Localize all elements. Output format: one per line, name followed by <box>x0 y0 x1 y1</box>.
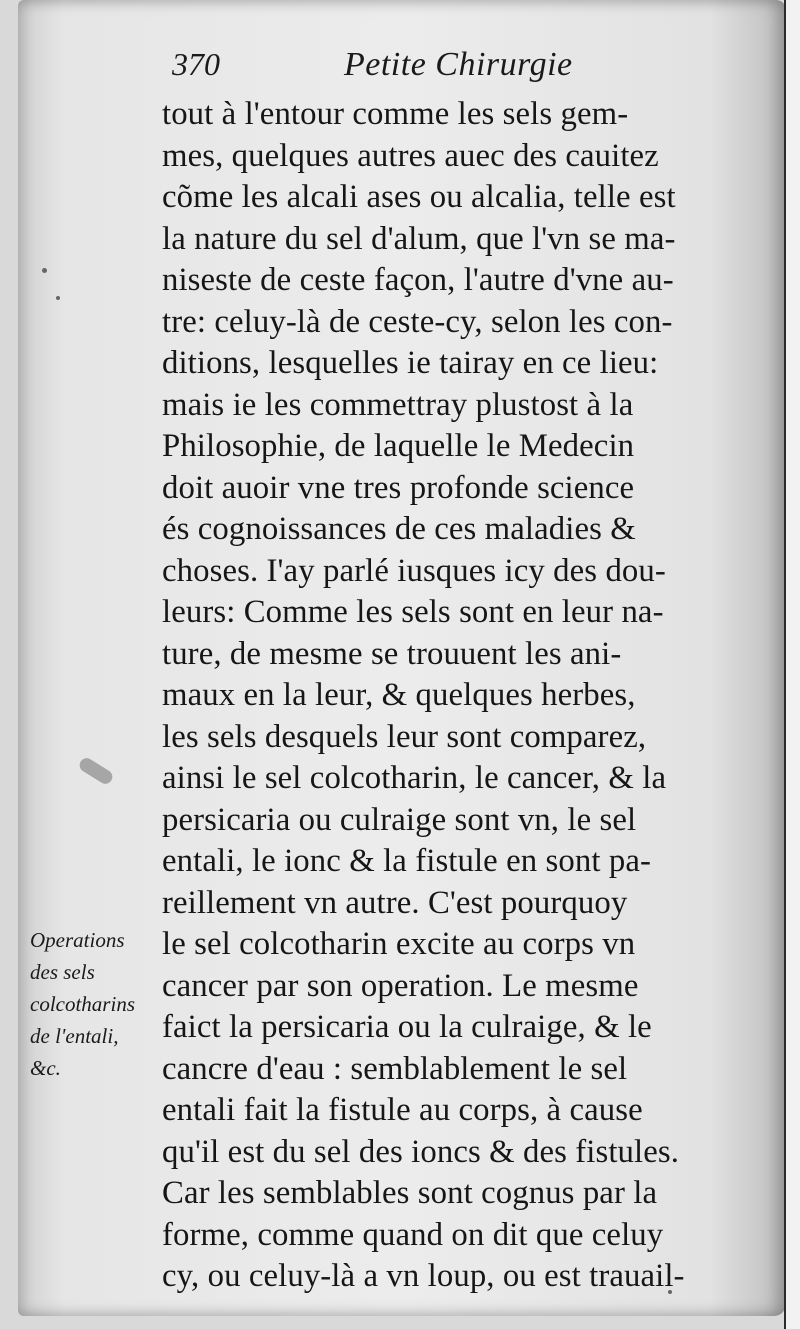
text-line: maux en la leur, & quelques herbes, <box>162 677 636 713</box>
marginal-note-line: Operations <box>30 928 125 952</box>
page-edge <box>784 0 800 1329</box>
marginal-note-line: &c. <box>30 1056 61 1080</box>
text-line: cancre d'eau : semblablement le sel <box>162 1050 628 1087</box>
running-head <box>172 46 602 90</box>
text-line: ture, de mesme se trouuent les ani- <box>162 635 622 672</box>
text-line: reillement vn autre. C'est pourquoy <box>162 884 628 921</box>
text-line: niseste de ceste façon, l'autre d'vne au- <box>162 262 674 298</box>
text-line: leurs: Comme les sels sont en leur na- <box>162 594 664 630</box>
text-line: cy, ou celuy-là a vn loup, ou est trauail- <box>162 1258 685 1294</box>
text-line: mais ie les commettray plustost à la <box>162 386 634 423</box>
marginal-note-line: des sels <box>30 960 95 984</box>
text-line: faict la persicaria ou la culraige, & le <box>162 1009 652 1045</box>
text-line: ditions, lesquelles ie tairay en ce lieu: <box>162 345 659 381</box>
text-line: doit auoir vne tres profonde science <box>162 469 635 506</box>
text-line: tout à l'entour comme les sels gem- <box>162 96 629 132</box>
marginal-note-line: de l'entali, <box>30 1024 119 1048</box>
ink-speck <box>56 296 60 300</box>
body-text <box>162 94 722 1298</box>
marginal-note-line: colcotharins <box>30 992 135 1016</box>
ink-speck <box>42 268 47 273</box>
text-line: forme, comme quand on dit que celuy <box>162 1216 664 1253</box>
text-line: Philosophie, de laquelle le Medecin <box>162 428 635 464</box>
text-line: la nature du sel d'alum, que l'vn se ma- <box>162 220 676 257</box>
text-line: és cognoissances de ces maladies & <box>162 511 636 547</box>
running-title: Petite Chirurgie <box>344 46 573 83</box>
text-line: entali fait la fistule au corps, à cause <box>162 1092 643 1128</box>
text-line: persicaria ou culraige sont vn, le sel <box>162 801 637 838</box>
marginal-note <box>30 924 160 1084</box>
text-line: choses. I'ay parlé iusques icy des dou- <box>162 552 666 589</box>
text-line: le sel colcotharin excite au corps vn <box>162 926 636 962</box>
text-line: qu'il est du sel des ioncs & des fistules. <box>162 1133 680 1170</box>
text-line: tre: celuy-là de ceste-cy, selon les con- <box>162 303 673 340</box>
text-line: cõme les alcali ases ou alcalia, telle est <box>162 179 676 215</box>
text-line: mes, quelques autres auec des cauitez <box>162 137 659 174</box>
page-number: 370 <box>172 46 220 82</box>
text-line: les sels desquels leur sont comparez, <box>162 718 647 755</box>
text-line: cancer par son operation. Le mesme <box>162 967 639 1004</box>
text-line: ainsi le sel colcotharin, le cancer, & la <box>162 760 667 796</box>
text-line: entali, le ionc & la fistule en sont pa- <box>162 843 652 879</box>
text-line: Car les semblables sont cognus par la <box>162 1175 658 1211</box>
